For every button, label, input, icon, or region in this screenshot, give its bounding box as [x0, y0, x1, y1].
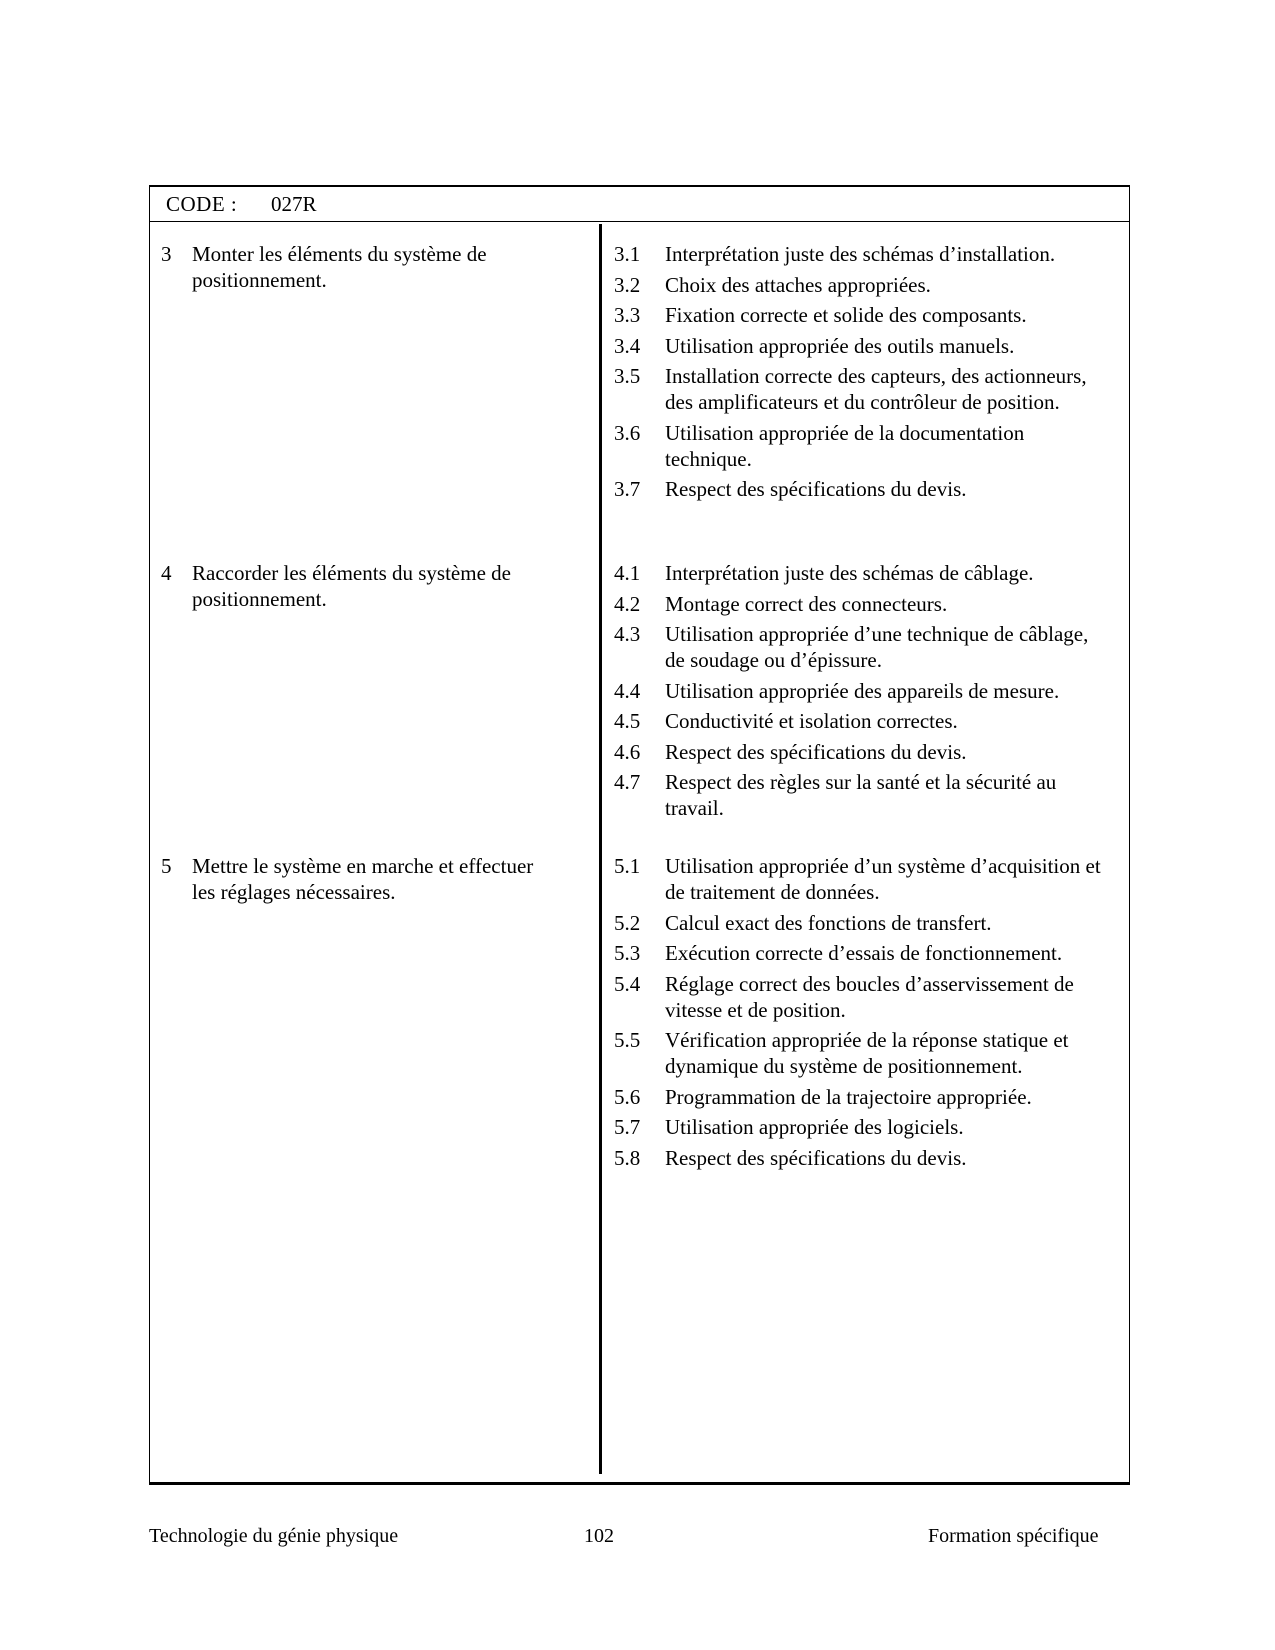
criterion-number: 3.2 [614, 272, 641, 297]
criterion-item [614, 678, 1114, 704]
criterion-number: 3.4 [614, 333, 641, 358]
criterion-item [614, 708, 1114, 734]
competence-number: 4 [161, 561, 172, 585]
criterion-text: Respect des règles sur la santé et la sécurité au travail. [665, 770, 1057, 820]
criterion-text: Installation correcte des capteurs, des actionneurs, des amplificateurs et du contrôleur de position. [665, 364, 1087, 414]
criterion-number: 3.3 [614, 303, 641, 327]
competence-text: Mettre le système en marche et effectuer les réglages nécessaires. [192, 854, 534, 904]
criterion-text: Interprétation juste des schémas d’installation. [665, 242, 1056, 266]
criterion-item [614, 971, 1114, 1023]
criterion-text: Choix des attaches appropriées. [665, 272, 931, 297]
criterion-item [614, 302, 1114, 328]
criterion-number: 3.5 [614, 364, 641, 388]
criterion-item [614, 333, 1114, 359]
criterion-text: Utilisation appropriée des outils manuels. [665, 333, 1015, 358]
criterion-item [614, 1084, 1114, 1110]
criterion-text: Conductivité et isolation correctes. [665, 709, 958, 733]
criterion-text: Utilisation appropriée de la documentation technique. [665, 420, 1025, 471]
criterion-number: 4.6 [614, 739, 641, 764]
competency-table [149, 185, 1130, 1485]
criterion-number: 4.5 [614, 709, 641, 733]
criterion-text: Utilisation appropriée d’un système d’acquisition et de traitement de données. [665, 854, 1101, 904]
criterion-item [614, 940, 1114, 966]
competence-element [161, 241, 551, 293]
criterion-item [614, 739, 1114, 765]
criterion-item [614, 1114, 1114, 1140]
criterion-text: Utilisation appropriée des appareils de mesure. [665, 678, 1060, 703]
criterion-number: 5.5 [614, 1028, 641, 1052]
criterion-item [614, 363, 1114, 415]
criterion-item [614, 769, 1114, 821]
code-value: 027R [271, 192, 317, 216]
footer-program: Technologie du génie physique [149, 1525, 399, 1547]
footer-page-number: 102 [584, 1525, 614, 1547]
criterion-number: 5.6 [614, 1084, 641, 1109]
criterion-text: Interprétation juste des schémas de câblage. [665, 561, 1034, 585]
competence-element [161, 853, 551, 905]
criterion-number: 4.2 [614, 591, 641, 616]
criterion-text: Réglage correct des boucles d’asservissement de vitesse et de position. [665, 971, 1074, 1022]
criterion-item [614, 272, 1114, 298]
criterion-text: Exécution correcte d’essais de fonctionnement. [665, 941, 1063, 965]
criterion-text: Vérification appropriée de la réponse statique et dynamique du système de positionnement. [665, 1028, 1069, 1078]
criterion-text: Respect des spécifications du devis. [665, 1145, 967, 1170]
criterion-number: 5.2 [614, 910, 641, 935]
criterion-item [614, 1027, 1114, 1079]
criterion-text: Utilisation appropriée d’une technique de câblage, de soudage ou d’épissure. [665, 622, 1089, 672]
criterion-item [614, 853, 1114, 905]
criterion-item [614, 420, 1114, 472]
criterion-text: Calcul exact des fonctions de transfert. [665, 910, 992, 935]
footer-section: Formation spécifique [928, 1525, 1099, 1547]
code-label: CODE : [166, 192, 238, 216]
criterion-number: 4.4 [614, 678, 641, 703]
criterion-text: Respect des spécifications du devis. [665, 739, 967, 764]
criterion-item [614, 910, 1114, 936]
criterion-number: 3.6 [614, 420, 641, 445]
criterion-text: Respect des spécifications du devis. [665, 477, 967, 501]
criterion-number: 5.8 [614, 1145, 641, 1170]
criterion-number: 5.1 [614, 854, 641, 878]
criterion-text: Fixation correcte et solide des composants. [665, 303, 1027, 327]
criterion-item [614, 476, 1114, 502]
column-divider [599, 224, 602, 1474]
criteria-list [614, 560, 1114, 826]
criterion-item [614, 241, 1114, 267]
criterion-number: 5.7 [614, 1115, 641, 1139]
criterion-number: 4.3 [614, 622, 641, 646]
competence-number: 5 [161, 854, 172, 878]
criterion-number: 4.7 [614, 770, 641, 794]
criterion-number: 4.1 [614, 561, 641, 585]
criterion-number: 3.1 [614, 242, 641, 266]
criteria-list [614, 241, 1114, 507]
criteria-list [614, 853, 1114, 1175]
competence-text: Monter les éléments du système de positionnement. [192, 242, 487, 292]
criterion-item [614, 621, 1114, 673]
competence-text: Raccorder les éléments du système de positionnement. [192, 561, 511, 611]
criterion-text: Utilisation appropriée des logiciels. [665, 1115, 964, 1139]
criterion-item [614, 1145, 1114, 1171]
criterion-text: Programmation de la trajectoire appropriée. [665, 1084, 1032, 1109]
competence-number: 3 [161, 242, 172, 266]
criterion-number: 5.4 [614, 971, 641, 996]
competence-element [161, 560, 551, 612]
criterion-item [614, 560, 1114, 586]
code-header [150, 187, 1129, 222]
criterion-item [614, 591, 1114, 617]
criterion-text: Montage correct des connecteurs. [665, 591, 948, 616]
criterion-number: 3.7 [614, 477, 641, 501]
criterion-number: 5.3 [614, 941, 641, 965]
